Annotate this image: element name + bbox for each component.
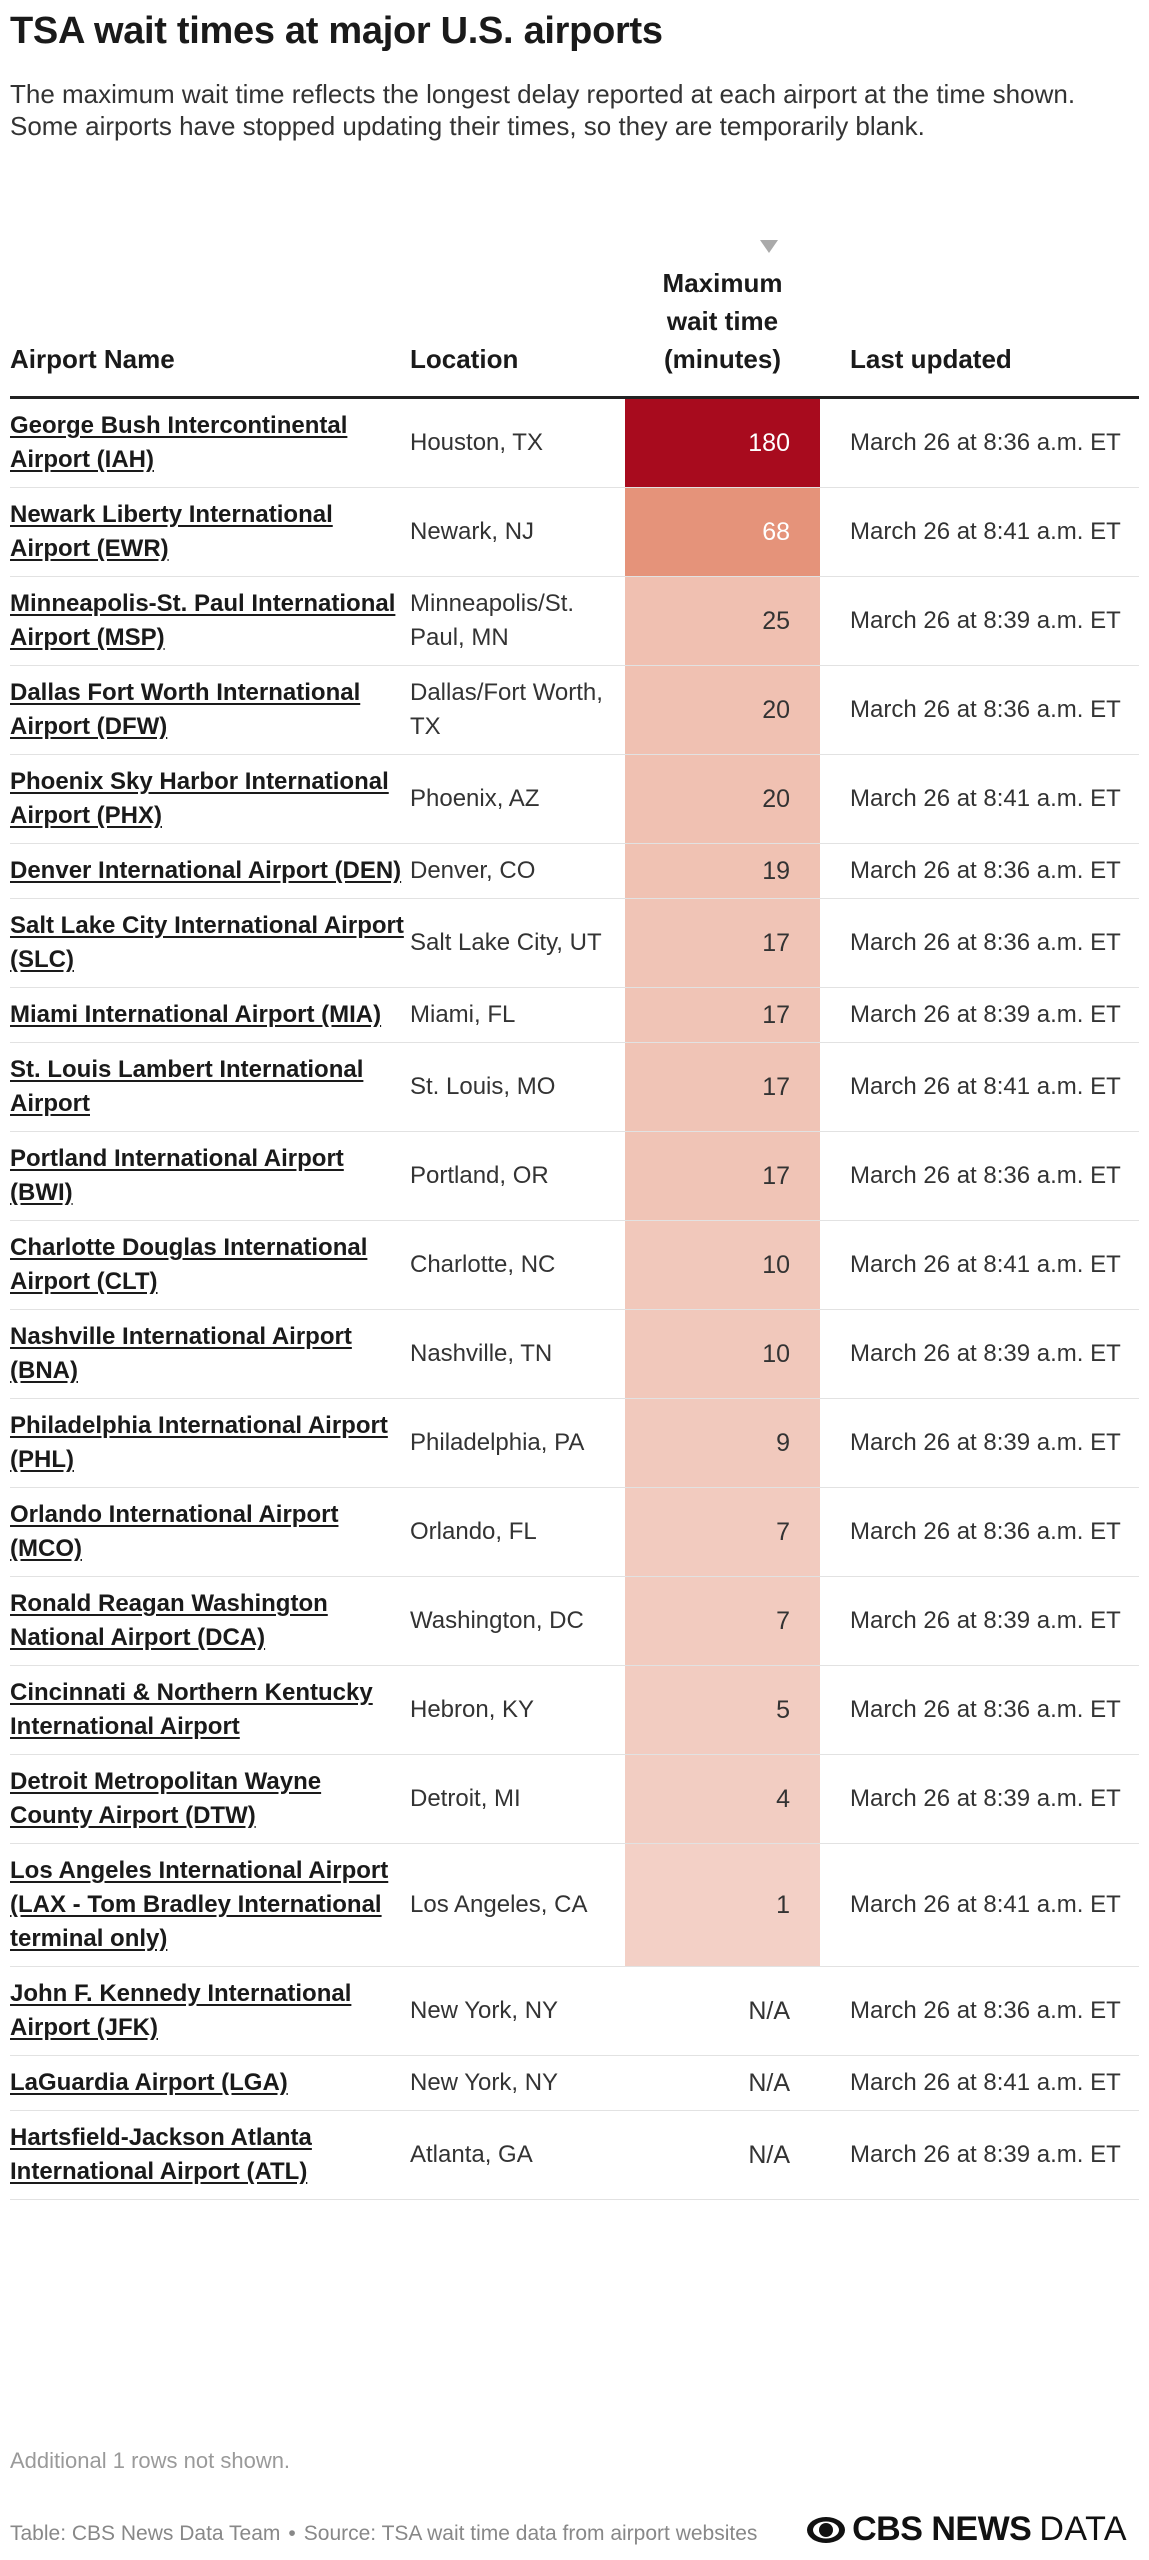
sort-descending-icon[interactable] xyxy=(760,240,778,253)
airport-name-link[interactable]: Detroit Metropolitan Wayne County Airport (DTW) xyxy=(10,1768,322,1829)
airport-name-cell xyxy=(10,844,410,899)
max-wait-cell: 1 xyxy=(625,1844,820,1967)
table-row xyxy=(10,1132,1139,1221)
airport-name-cell xyxy=(10,1399,410,1488)
airport-name-link[interactable]: St. Louis Lambert International Airport xyxy=(10,1056,364,1117)
location-cell: Miami, FL xyxy=(410,988,625,1043)
footer-credit: Table: CBS News Data Team xyxy=(10,2522,281,2545)
airport-name-link[interactable]: Los Angeles International Airport (LAX - Tom Bradley International terminal only) xyxy=(10,1857,389,1952)
airport-name-cell xyxy=(10,1310,410,1399)
last-updated-cell: March 26 at 8:36 a.m. ET xyxy=(820,1666,1139,1755)
last-updated-cell: March 26 at 8:41 a.m. ET xyxy=(820,488,1139,577)
airport-name-cell xyxy=(10,899,410,988)
airport-name-link[interactable]: Philadelphia International Airport (PHL) xyxy=(10,1412,388,1473)
table-row xyxy=(10,1488,1139,1577)
airport-name-link[interactable]: Newark Liberty International Airport (EWR) xyxy=(10,501,333,562)
airport-name-cell xyxy=(10,1967,410,2056)
location-cell: Detroit, MI xyxy=(410,1755,625,1844)
airport-name-cell xyxy=(10,1132,410,1221)
location-cell: Charlotte, NC xyxy=(410,1221,625,1310)
last-updated-cell: March 26 at 8:39 a.m. ET xyxy=(820,1755,1139,1844)
airport-name-cell xyxy=(10,577,410,666)
last-updated-cell: March 26 at 8:41 a.m. ET xyxy=(820,1844,1139,1967)
airport-name-link[interactable]: John F. Kennedy International Airport (JFK) xyxy=(10,1980,352,2041)
wait-times-table xyxy=(10,260,1139,2200)
table-header-row xyxy=(10,260,1139,398)
table-row xyxy=(10,1844,1139,1967)
last-updated-cell: March 26 at 8:36 a.m. ET xyxy=(820,1488,1139,1577)
airport-name-cell xyxy=(10,2111,410,2200)
cbs-news-data-logo xyxy=(806,2510,1127,2549)
airport-name-link[interactable]: Denver International Airport (DEN) xyxy=(10,857,402,884)
airport-name-cell xyxy=(10,2056,410,2111)
table-row xyxy=(10,1043,1139,1132)
table-row xyxy=(10,1967,1139,2056)
max-wait-cell: 19 xyxy=(625,844,820,899)
airport-name-link[interactable]: Charlotte Douglas International Airport (CLT) xyxy=(10,1234,368,1295)
last-updated-cell: March 26 at 8:41 a.m. ET xyxy=(820,1221,1139,1310)
last-updated-cell: March 26 at 8:39 a.m. ET xyxy=(820,1577,1139,1666)
max-wait-cell: 20 xyxy=(625,755,820,844)
column-header-max-wait[interactable] xyxy=(625,260,820,398)
page-subtitle: The maximum wait time reflects the longest delay reported at each airport at the time shown. Some airports have stopped updating their times, so they are temporarily blank. xyxy=(10,79,1076,141)
last-updated-cell: March 26 at 8:39 a.m. ET xyxy=(820,1399,1139,1488)
airport-name-link[interactable]: Dallas Fort Worth International Airport (DFW) xyxy=(10,679,361,740)
table-row xyxy=(10,1755,1139,1844)
max-wait-cell: 4 xyxy=(625,1755,820,1844)
airport-name-cell xyxy=(10,666,410,755)
column-header-max-wait-label: Maximum wait time (minutes) xyxy=(662,268,783,374)
location-cell: Newark, NJ xyxy=(410,488,625,577)
logo-data: DATA xyxy=(1039,2510,1127,2548)
max-wait-cell: 17 xyxy=(625,988,820,1043)
airport-name-link[interactable]: Hartsfield-Jackson Atlanta International Airport (ATL) xyxy=(10,2124,312,2185)
last-updated-cell: March 26 at 8:41 a.m. ET xyxy=(820,1043,1139,1132)
airport-name-cell xyxy=(10,1043,410,1132)
column-header-last-updated[interactable]: Last updated xyxy=(820,260,1139,398)
max-wait-cell: N/A xyxy=(625,2111,820,2200)
airport-name-cell xyxy=(10,1844,410,1967)
airport-name-cell xyxy=(10,1221,410,1310)
table-row xyxy=(10,899,1139,988)
airport-name-cell xyxy=(10,1577,410,1666)
column-header-location[interactable]: Location xyxy=(410,260,625,398)
rows-not-shown-note: Additional 1 rows not shown. xyxy=(10,2448,291,2473)
max-wait-cell: 17 xyxy=(625,1043,820,1132)
max-wait-cell: 17 xyxy=(625,899,820,988)
last-updated-cell: March 26 at 8:39 a.m. ET xyxy=(820,988,1139,1043)
last-updated-cell: March 26 at 8:41 a.m. ET xyxy=(820,2056,1139,2111)
location-cell: Atlanta, GA xyxy=(410,2111,625,2200)
table-row xyxy=(10,1666,1139,1755)
max-wait-cell: N/A xyxy=(625,1967,820,2056)
table-row xyxy=(10,755,1139,844)
airport-name-link[interactable]: George Bush Intercontinental Airport (IAH) xyxy=(10,412,348,473)
column-header-airport-name[interactable]: Airport Name xyxy=(10,260,410,398)
max-wait-cell: 180 xyxy=(625,398,820,488)
airport-name-cell xyxy=(10,755,410,844)
location-cell: Los Angeles, CA xyxy=(410,1844,625,1967)
table-row xyxy=(10,1577,1139,1666)
airport-name-link[interactable]: Cincinnati & Northern Kentucky International Airport xyxy=(10,1679,373,1740)
table-row xyxy=(10,666,1139,755)
cbs-eye-icon xyxy=(806,2516,846,2544)
location-cell: Philadelphia, PA xyxy=(410,1399,625,1488)
max-wait-cell: 10 xyxy=(625,1221,820,1310)
table-row xyxy=(10,2056,1139,2111)
last-updated-cell: March 26 at 8:36 a.m. ET xyxy=(820,398,1139,488)
location-cell: St. Louis, MO xyxy=(410,1043,625,1132)
page-title: TSA wait times at major U.S. airports xyxy=(10,10,663,52)
max-wait-cell: 20 xyxy=(625,666,820,755)
airport-name-cell xyxy=(10,398,410,488)
location-cell: Orlando, FL xyxy=(410,1488,625,1577)
location-cell: New York, NY xyxy=(410,1967,625,2056)
location-cell: Dallas/Fort Worth, TX xyxy=(410,666,625,755)
location-cell: Phoenix, AZ xyxy=(410,755,625,844)
table-row xyxy=(10,2111,1139,2200)
location-cell: New York, NY xyxy=(410,2056,625,2111)
last-updated-cell: March 26 at 8:39 a.m. ET xyxy=(820,2111,1139,2200)
location-cell: Nashville, TN xyxy=(410,1310,625,1399)
logo-news: CBS NEWS xyxy=(852,2510,1032,2548)
location-cell: Washington, DC xyxy=(410,1577,625,1666)
table-row xyxy=(10,988,1139,1043)
last-updated-cell: March 26 at 8:36 a.m. ET xyxy=(820,666,1139,755)
max-wait-cell: N/A xyxy=(625,2056,820,2111)
table-row xyxy=(10,844,1139,899)
airport-name-link[interactable]: LaGuardia Airport (LGA) xyxy=(10,2069,288,2096)
max-wait-cell: 25 xyxy=(625,577,820,666)
last-updated-cell: March 26 at 8:36 a.m. ET xyxy=(820,844,1139,899)
location-cell: Houston, TX xyxy=(410,398,625,488)
max-wait-cell: 68 xyxy=(625,488,820,577)
airport-name-link[interactable]: Miami International Airport (MIA) xyxy=(10,1001,382,1028)
last-updated-cell: March 26 at 8:41 a.m. ET xyxy=(820,755,1139,844)
max-wait-cell: 10 xyxy=(625,1310,820,1399)
table-row xyxy=(10,398,1139,488)
location-cell: Minneapolis/St. Paul, MN xyxy=(410,577,625,666)
footer-source: Source: TSA wait time data from airport websites xyxy=(303,2522,758,2545)
airport-name-cell xyxy=(10,1666,410,1755)
airport-name-cell xyxy=(10,1488,410,1577)
table-row xyxy=(10,1399,1139,1488)
airport-name-link[interactable]: Orlando International Airport (MCO) xyxy=(10,1501,339,1562)
table-row xyxy=(10,488,1139,577)
airport-name-cell xyxy=(10,988,410,1043)
last-updated-cell: March 26 at 8:39 a.m. ET xyxy=(820,577,1139,666)
airport-name-link[interactable]: Portland International Airport (BWI) xyxy=(10,1145,344,1206)
max-wait-cell: 9 xyxy=(625,1399,820,1488)
airport-name-link[interactable]: Ronald Reagan Washington National Airport (DCA) xyxy=(10,1590,328,1651)
airport-name-link[interactable]: Minneapolis-St. Paul International Airport (MSP) xyxy=(10,590,396,651)
location-cell: Denver, CO xyxy=(410,844,625,899)
last-updated-cell: March 26 at 8:36 a.m. ET xyxy=(820,1967,1139,2056)
max-wait-cell: 7 xyxy=(625,1577,820,1666)
max-wait-cell: 5 xyxy=(625,1666,820,1755)
footer-separator: • xyxy=(288,2522,296,2545)
airport-name-link[interactable]: Salt Lake City International Airport (SLC) xyxy=(10,912,404,973)
table-row xyxy=(10,577,1139,666)
airport-name-link[interactable]: Nashville International Airport (BNA) xyxy=(10,1323,352,1384)
table-body xyxy=(10,398,1139,2200)
location-cell: Salt Lake City, UT xyxy=(410,899,625,988)
footer-credits xyxy=(10,2522,757,2546)
last-updated-cell: March 26 at 8:36 a.m. ET xyxy=(820,1132,1139,1221)
airport-name-cell xyxy=(10,1755,410,1844)
last-updated-cell: March 26 at 8:39 a.m. ET xyxy=(820,1310,1139,1399)
location-cell: Portland, OR xyxy=(410,1132,625,1221)
table-row xyxy=(10,1310,1139,1399)
table-row xyxy=(10,1221,1139,1310)
location-cell: Hebron, KY xyxy=(410,1666,625,1755)
max-wait-cell: 7 xyxy=(625,1488,820,1577)
max-wait-cell: 17 xyxy=(625,1132,820,1221)
last-updated-cell: March 26 at 8:36 a.m. ET xyxy=(820,899,1139,988)
airport-name-cell xyxy=(10,488,410,577)
airport-name-link[interactable]: Phoenix Sky Harbor International Airport (PHX) xyxy=(10,768,389,829)
